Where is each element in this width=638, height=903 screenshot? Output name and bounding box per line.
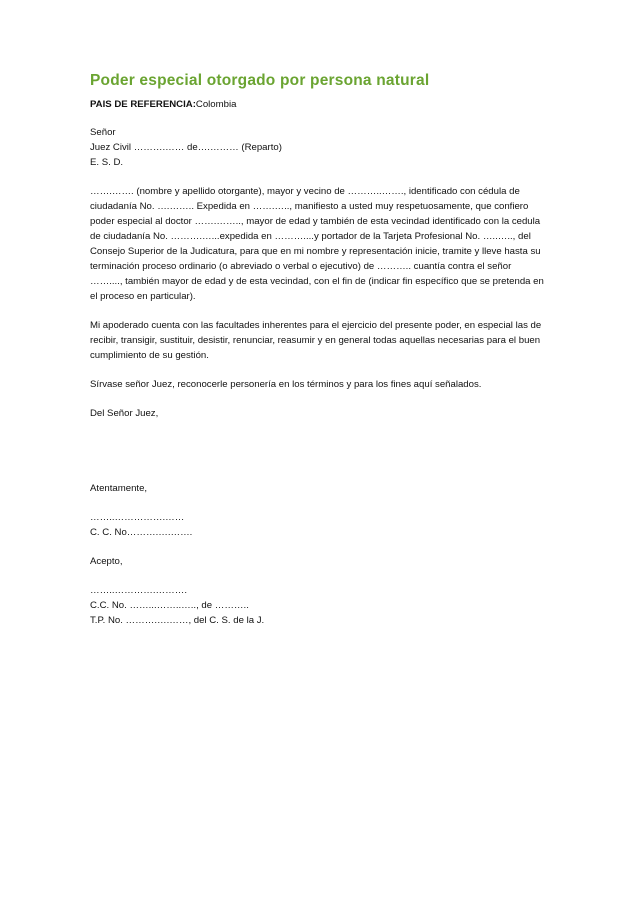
signature-id: C. C. No……….….……. xyxy=(90,527,193,538)
address-line: Señor xyxy=(90,127,116,138)
reference-line xyxy=(90,97,550,112)
paragraph-1-line: …….……. (nombre y apellido otorgante), mayor y vecino de ………..……., identificado con cédula de xyxy=(90,186,520,197)
paragraph-1-line: el proceso en particular). xyxy=(90,291,196,302)
paragraph-1-line: ……...., también mayor de edad y de esta vecindad, con el fin de (indicar fin específico que se pretenda en xyxy=(90,276,544,287)
attorney-signature-line: ……..………….………. xyxy=(90,585,188,596)
reference-label: PAIS DE REFERENCIA: xyxy=(90,99,196,110)
reference-value: Colombia xyxy=(195,99,237,110)
document-title: Poder especial otorgado por persona natural xyxy=(90,72,430,89)
paragraph-1-line: ciudadanía No. ….…….. Expedida en …….….., manifiesto a usted muy respetuosamente, que confiero xyxy=(90,201,529,212)
paragraph-2-line: recibir, transigir, sustituir, desistir, renunciar, reasumir y en general todas aquellas necesarias para el buen xyxy=(90,335,541,346)
attorney-professional-card: T.P. No. ……….….……, del C. S. de la J. xyxy=(90,615,265,626)
signature-line: ……..…………….…… xyxy=(90,512,185,523)
attorney-id: C.C. No. ……...……..….., de ……….. xyxy=(90,600,249,611)
paragraph-1-line: terminación proceso ordinario (o abreviado o verbal o ejecutivo) de ……….. cuantía contra el señor xyxy=(90,261,512,272)
paragraph-1-line: de ciudadanía No. ……….…...expedida en ………....y portador de la Tarjeta Profesional No. …..….., del xyxy=(90,231,531,242)
closing: Atentamente, xyxy=(90,483,148,494)
salutation: Del Señor Juez, xyxy=(90,408,159,419)
paragraph-1-line: poder especial al doctor …….…….., mayor de edad y también de esta vecindad identificado con la cedula xyxy=(90,216,541,227)
paragraph-2-line: Mi apoderado cuenta con las facultades inherentes para el ejercicio del presente poder, en especial las de xyxy=(90,320,542,331)
paragraph-3: Sírvase señor Juez, reconocerle personería en los términos y para los fines aquí señalados. xyxy=(90,379,482,390)
paragraph-2-line: cumplimiento de su gestión. xyxy=(90,350,209,361)
accept-label: Acepto, xyxy=(90,556,123,567)
document-body xyxy=(90,97,550,628)
address-line: Juez Civil ……….…… de….……… (Reparto) xyxy=(90,142,282,153)
address-line: E. S. D. xyxy=(90,157,124,168)
paragraph-1-line: Consejo Superior de la Judicatura, para que en mi nombre y representación inicie, tramite y lleve hasta su xyxy=(90,246,541,257)
